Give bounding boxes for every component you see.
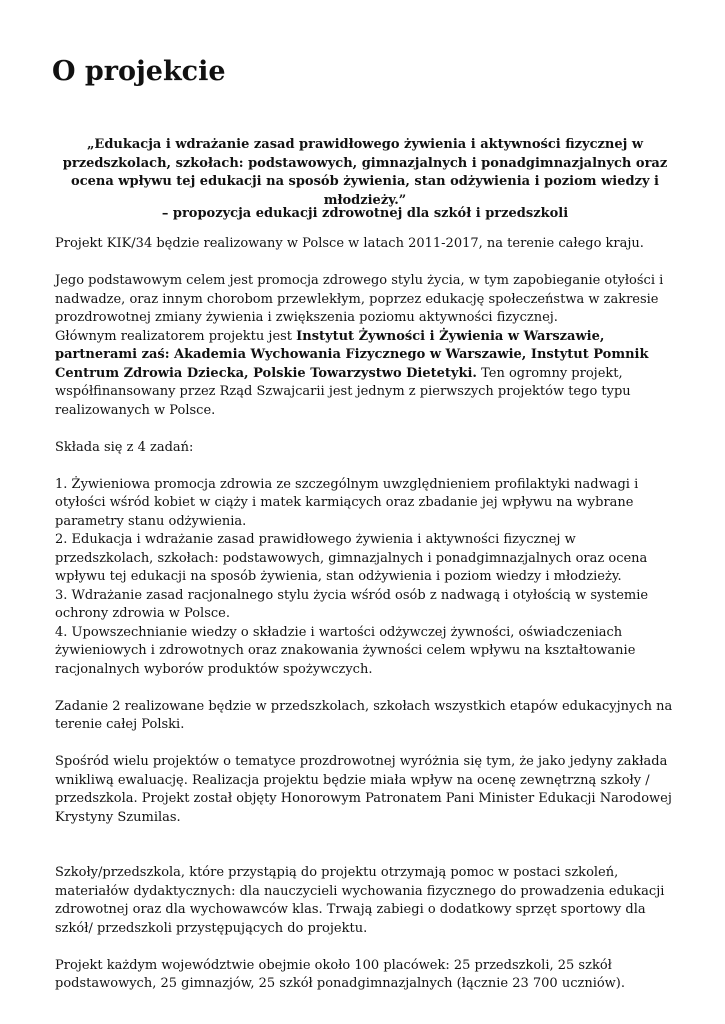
paragraph-goal: Jego podstawowym celem jest promocja zdrowego stylu życia, w tym zapobieganie otyłości i nadwadze, oraz innym chorobom przewlekłym, poprzez edukację społeczeństwa w zakresie prozdrowotnej zmiany żywienia i zwiększenia poziomu aktywności fizycznej.: [55, 273, 664, 325]
paragraph-intro: Projekt KIK/34 będzie realizowany w Polsce w latach 2011-2017, na terenie całego kraju.: [55, 236, 644, 251]
document-body: [55, 235, 675, 994]
project-subtitle: „Edukacja i wdrażanie zasad prawidłowego żywienia i aktywności fizycznej w przedszkolach, szkołach: podstawowych, gimnazjalnych i ponadgimnazjalnych oraz ocena wpływu tej edukacji na sposób żywienia, stan odżywienia i poziom wiedzy i młodzieży.”: [62, 137, 668, 208]
paragraph-partners: [55, 328, 675, 421]
partners-tail: Ten ogromny projekt, współfinansowany przez Rząd Szwajcarii jest jednym z pierwszych projektów tego typu realizowanych w Polsce.: [55, 365, 631, 418]
paragraph-evaluation: Spośród wielu projektów o tematyce prozdrowotnej wyróżnia się tym, że jako jedyny zakłada wnikliwą ewaluację. Realizacja projektu będzie miała wpływ na ocenę zewnętrzną szkoły / przedszkola. Projekt został objęty Honorowym Patronatem Pani Minister Edukacji Narodowej Krystyny Szumilas.: [55, 754, 672, 825]
task-item: 3. Wdrażanie zasad racjonalnego stylu życia wśród osób z nadwagą i otyłością w systemie ochrony zdrowia w Polsce.: [55, 587, 649, 621]
partners-lead: Głównym realizatorem projektu jest: [55, 328, 297, 344]
paragraph-task2: Zadanie 2 realizowane będzie w przedszkolach, szkołach wszystkich etapów edukacyjnych na terenie całej Polski.: [55, 698, 673, 732]
partners-names: Instytut Żywności i Żywienia w Warszawie, partnerami zaś: Akademia Wychowania Fizycznego w Warszawie, Instytut Pomnik Centrum Zdrowia Dziecka, Polskie Towarzystwo Dietetyki.: [55, 328, 649, 381]
paragraph-scope: Projekt każdym województwie obejmie około 100 placówek: 25 przedszkoli, 25 szkół podstawowych, 25 gimnazjów, 25 szkół ponadgimnazjalnych (łącznie 23 700 uczniów).: [55, 957, 626, 991]
task-item: 1. Żywieniowa promocja zdrowia ze szczególnym uwzględnieniem profilaktyki nadwagi i otyłości wśród kobiet w ciąży i matek karmiących oraz zbadanie jej wpływu na wybrane parametry stanu odżywienia.: [55, 476, 639, 529]
tasks-intro: Składa się z 4 zadań:: [55, 439, 194, 455]
task-item: 4. Upowszechnianie wiedzy o składzie i wartości odżywczej żywności, oświadczeniach żywieniowych i zdrowotnych oraz znakowania żywności celem wpływu na kształtowanie racjonalnych wyborów produktów spożywczych.: [55, 624, 636, 677]
paragraph-support: Szkoły/przedszkola, które przystąpią do projektu otrzymają pomoc w postaci szkoleń, materiałów dydaktycznych: dla nauczycieli wychowania fizycznego do prowadzenia edukacji zdrowotnej oraz dla wychowawców klas. Trwają zabiegi o dodatkowy sprzęt sportowy dla szkół/ przedszkoli przystępujących do projektu.: [55, 865, 665, 936]
project-tagline: – propozycja edukacji zdrowotnej dla szkół i przedszkoli: [161, 206, 569, 221]
task-item: 2. Edukacja i wdrażanie zasad prawidłowego żywienia i aktywności fizycznej w przedszkolach, szkołach: podstawowych, gimnazjalnych i ponadgimnazjalnych oraz ocena wpływu tej edukacji na sposób żywienia, stan odżywienia i poziom wiedzy i młodzieży.: [55, 532, 648, 584]
page-title: O projekcie: [52, 56, 226, 87]
